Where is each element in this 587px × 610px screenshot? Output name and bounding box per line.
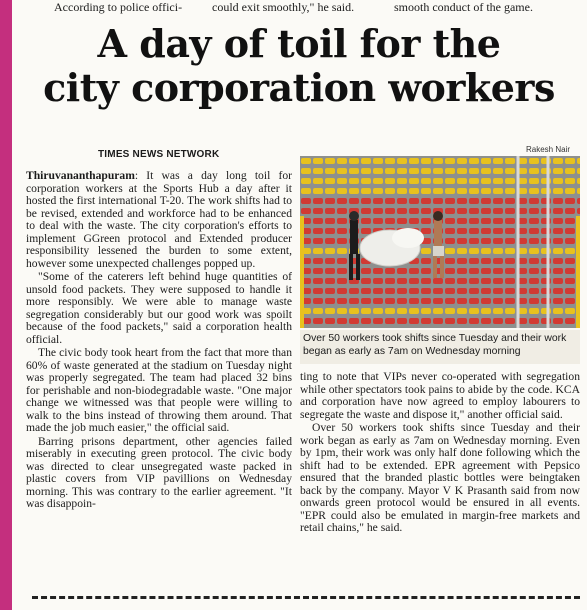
fragment-3: smooth conduct of the game. — [394, 0, 533, 14]
article-paragraph-1 — [26, 170, 292, 270]
article-paragraph-4: Barring prisons department, other agencies failed miserably in executing green protocol. The civic body was directed to clear unsegregated waste packed in plastic covers from VIP pavillions on Wednesday morning. This was contrary to the earlier agreement. "It was disappoin- — [26, 434, 292, 510]
stadium-photo — [300, 156, 580, 328]
paragraph-1-body: : It was a day long toil for corporation workers at the Sports Hub a day after it hosted the first international T-20. The work shifts had to be revised, extended and workforce had to be enhanced to deal with the waste. The city corporation's efforts to implement GGreen protocol and Extended producer responsibility lessened the burden to some extent, however some unexpected challenges popped up. — [26, 169, 292, 270]
byline: TIMES NEWS NETWORK — [98, 149, 220, 160]
stadium-seats-illustration — [300, 156, 580, 328]
article-paragraph-5: ting to note that VIPs never co-operated with segregation while other spectators took pains to abide by the code. KCA and corporation have now agreed to employ labourers to segregate the waste and dispose it," another official said. — [300, 370, 580, 421]
previous-article-fragments — [18, 0, 580, 16]
page-edge-bar — [0, 0, 12, 610]
section-divider — [32, 596, 580, 599]
headline — [18, 22, 580, 110]
photo-credit: Rakesh Nair — [526, 145, 571, 154]
photo-caption: Over 50 workers took shifts since Tuesday and their work began as early as 7am on Wednesday morning — [300, 330, 580, 364]
article-paragraph-2: "Some of the caterers left behind huge quantities of unsold food packets. They were supposed to handle it more responsibly. We were able to manage waste segregation considerably but our good work was spoilt because of the food packets," said a corporation health official. — [26, 270, 292, 346]
fragment-1: According to police offici- — [54, 0, 183, 14]
article-paragraph-6: Over 50 workers took shifts since Tuesday and their work began as early as 7am on Wednesday morning. Even by 1pm, their work was only half done following which the shift had to be extended. EPR agreement with Pepsico ensured that the branded plastic bottles were beingtaken back by the company. Mayor V K Prasanth said from now onwards green protocol would be ensured in all events. "EPR could also be emulated in margin-free markets and retail chains," he said. — [300, 421, 580, 534]
headline-line-1: A day of toil for the — [97, 21, 501, 66]
fragment-2: could exit smoothly," he said. — [212, 0, 355, 14]
dateline: Thiruvananthapuram — [26, 169, 135, 182]
article-column-right — [300, 371, 580, 536]
article-paragraph-3: The civic body took heart from the fact that more than 60% of waste generated at the stadium on Tuesday night was properly segregated. The team had placed 32 bins for perishable and non-biodegradable waste. "One major change we witnessed was that people were willing to walk to the bins instead of throwing them around. That made the job much easier," the official said. — [26, 346, 292, 434]
headline-line-2: city corporation workers — [43, 65, 555, 110]
article-column-left — [26, 170, 292, 512]
newspaper-page — [18, 0, 580, 610]
